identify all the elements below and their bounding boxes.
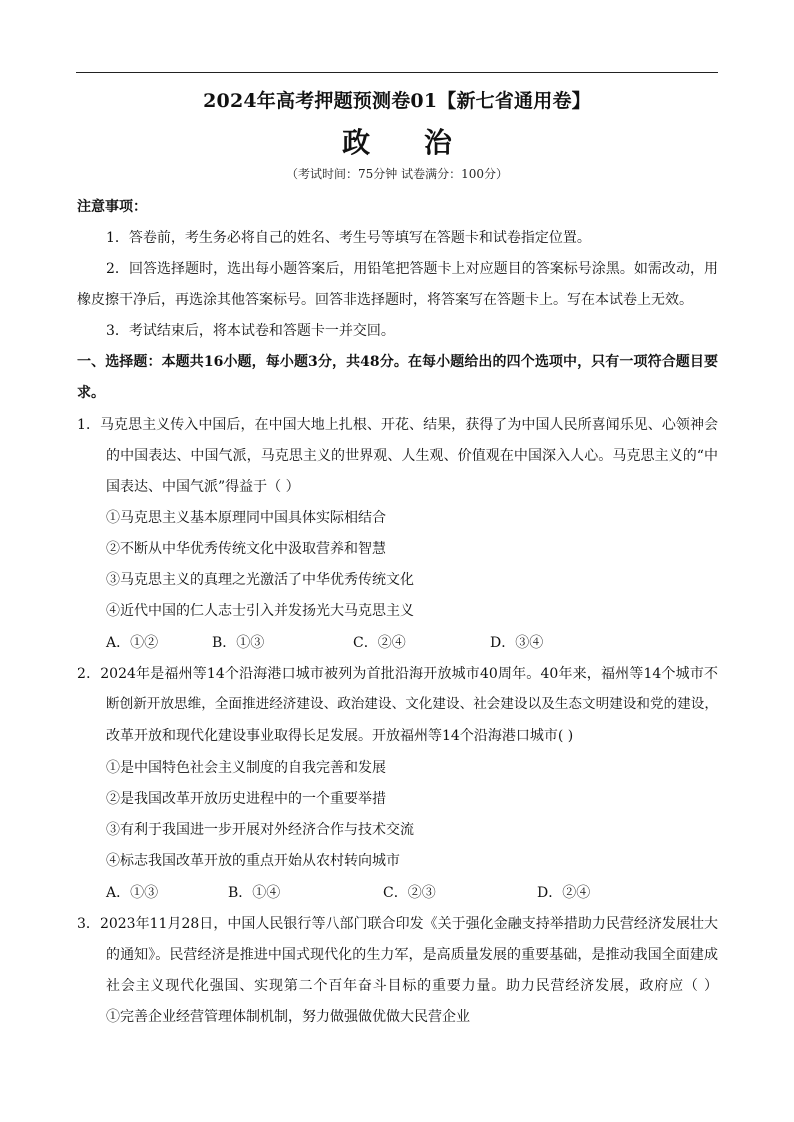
q2-stem-line-2: 断创新开放思维，全面推进经济建设、政治建设、文化建设、社会建设以及生态文明建设和党的建设， bbox=[106, 696, 718, 712]
subject-heading: 政 治 bbox=[342, 126, 474, 159]
notice-item-3: 3．考试结束后，将本试卷和答题卡一并交回。 bbox=[106, 323, 395, 339]
notice-item-2-line-1: 2．回答选择题时，选出每小题答案后，用铅笔把答题卡上对应题目的答案标号涂黑。如需改动，用 bbox=[106, 261, 718, 277]
q1-option-b[interactable]: B．①③ bbox=[212, 635, 265, 651]
q2-option-a[interactable]: A．①③ bbox=[106, 885, 159, 901]
q1-stem-line-2: 的中国表达、中国气派，马克思主义的世界观、人生观、价值观在中国深入人心。马克思主义的“中 bbox=[106, 448, 718, 464]
q1-option-d[interactable]: D．③④ bbox=[490, 635, 544, 651]
q2-stem-line-1: 2．2024年是福州等14个沿海港口城市被列为首批沿海开放城市40周年。40年来，福州等14个城市不 bbox=[77, 666, 718, 682]
exam-info: （考试时间：75分钟 试卷满分：100分） bbox=[286, 167, 508, 181]
q2-statement-1: ①是中国特色社会主义制度的自我完善和发展 bbox=[106, 760, 386, 776]
notice-item-2-line-2: 橡皮擦干净后，再选涂其他答案标号。回答非选择题时，将答案写在答题卡上。写在本试卷上无效。 bbox=[77, 292, 693, 308]
header-rule bbox=[76, 72, 718, 73]
notice-item-1: 1．答卷前，考生务必将自己的姓名、考生号等填写在答题卡和试卷指定位置。 bbox=[106, 230, 591, 246]
q2-statement-2: ②是我国改革开放历史进程中的一个重要举措 bbox=[106, 791, 386, 807]
q1-option-c[interactable]: C．②④ bbox=[353, 635, 406, 651]
section-1-heading-line-2: 求。 bbox=[77, 385, 105, 401]
q2-option-b[interactable]: B．①④ bbox=[228, 885, 281, 901]
q1-statement-2: ②不断从中华优秀传统文化中汲取营养和智慧 bbox=[106, 541, 386, 557]
q1-statement-3: ③马克思主义的真理之光激活了中华优秀传统文化 bbox=[106, 572, 414, 588]
exam-title: 2024年高考押题预测卷01【新七省通用卷】 bbox=[203, 90, 591, 112]
q3-stem-line-2: 的通知》。民营经济是推进中国式现代化的生力军，是高质量发展的重要基础，是推动我国全面建成 bbox=[106, 947, 718, 963]
q1-stem-line-3: 国表达、中国气派”得益于（ ） bbox=[106, 479, 300, 495]
q2-statement-3: ③有利于我国进一步开展对外经济合作与技术交流 bbox=[106, 822, 414, 838]
q2-option-d[interactable]: D．②④ bbox=[537, 885, 591, 901]
q1-statement-1: ①马克思主义基本原理同中国具体实际相结合 bbox=[106, 510, 386, 526]
q2-option-c[interactable]: C．②③ bbox=[383, 885, 436, 901]
q2-statement-4: ④标志我国改革开放的重点开始从农村转向城市 bbox=[106, 853, 400, 869]
q3-stem-line-3: 社会主义现代化强国、实现第二个百年奋斗目标的重要力量。助力民营经济发展，政府应（ ） bbox=[106, 978, 718, 994]
section-1-heading-line-1: 一、选择题：本题共16小题，每小题3分，共48分。在每小题给出的四个选项中，只有一项符合题目要 bbox=[77, 354, 718, 370]
q1-stem-line-1: 1．马克思主义传入中国后，在中国大地上扎根、开花、结果，获得了为中国人民所喜闻乐见、心领神会 bbox=[77, 417, 718, 433]
notice-heading: 注意事项： bbox=[77, 199, 147, 215]
q3-stem-line-1: 3．2023年11月28日，中国人民银行等八部门联合印发《关于强化金融支持举措助力民营经济发展壮大 bbox=[77, 916, 718, 932]
q2-stem-line-3: 改革开放和现代化建设事业取得长足发展。开放福州等14个沿海港口城市( ) bbox=[106, 728, 574, 744]
q3-statement-1: ①完善企业经营管理体制机制，努力做强做优做大民营企业 bbox=[106, 1009, 470, 1025]
q1-option-a[interactable]: A．①② bbox=[106, 635, 159, 651]
q1-statement-4: ④近代中国的仁人志士引入并发扬光大马克思主义 bbox=[106, 603, 414, 619]
